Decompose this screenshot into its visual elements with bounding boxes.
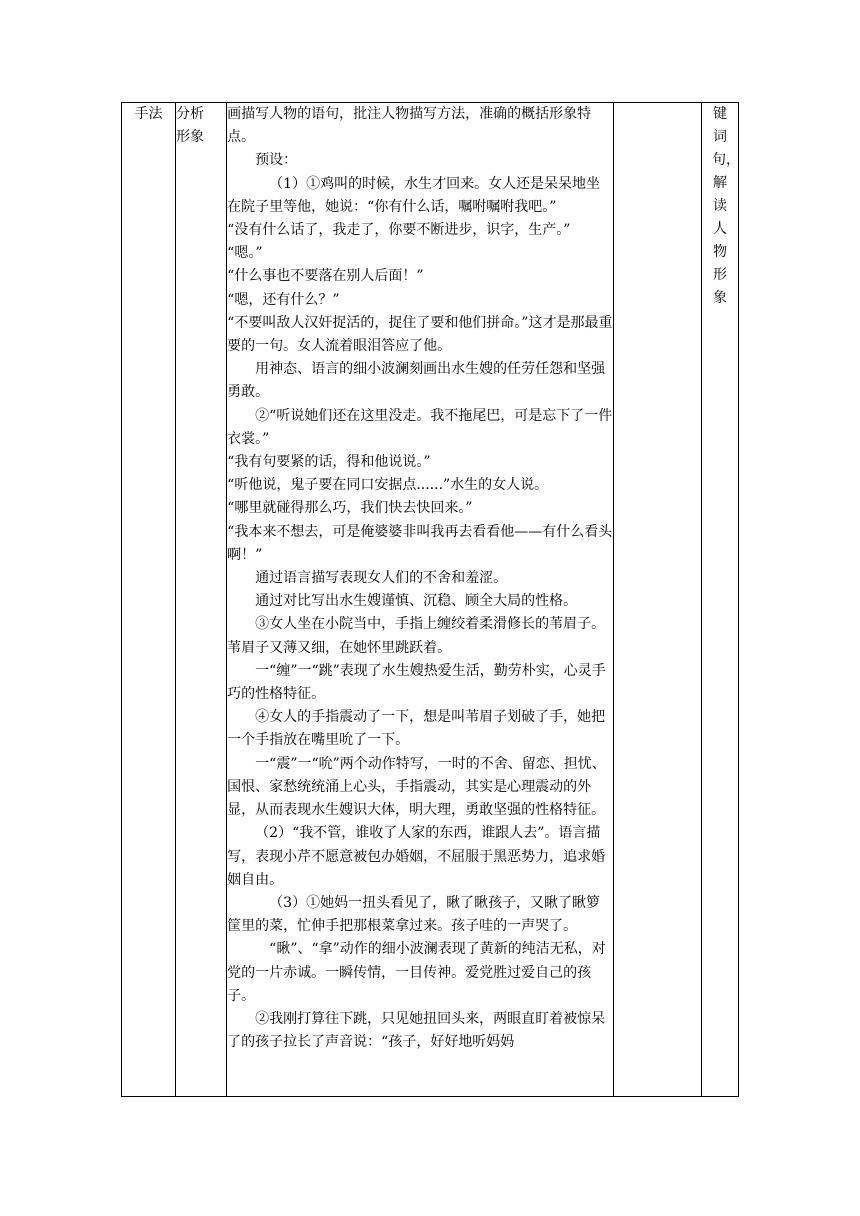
- paragraph: 通过语言描写表现女人们的不舍和羞涩。: [255, 570, 508, 587]
- paragraph: 一“缠”一“跳”表现了水生嫂热爱生活，勤劳朴实，心灵手巧的性格特征。: [227, 662, 606, 703]
- paragraph: （1）①鸡叫的时候，水生才回来。女人还是呆呆地坐在院子里等他，她说：“你有什么话，嘱咐嘱咐我吧。”: [227, 175, 601, 215]
- paragraph: “没有什么话了，我走了，你要不断进步，识字，生产。”: [227, 222, 571, 239]
- content-text: [227, 103, 613, 1054]
- paragraph: 一“震”一“吮”两个动作特写，一时的不舍、留恋、担忧、国恨、家愁统统涌上心头，手指震动，其实是心理震动的外显，从而表现水生嫂识大体，明大理，勇敢坚强的性格特征。: [227, 755, 606, 819]
- paragraph: ②“听说她们还在这里没走。我不拖尾巴，可是忘下了一件衣裳。”: [227, 407, 613, 447]
- keyword-label: 键词句，解读人物形象: [711, 106, 740, 306]
- paragraph: ②我刚打算往下跳，只见她扭回头来，两眼直盯着被惊呆了的孩子拉长了声音说：“孩子，好好地听妈妈: [227, 1010, 606, 1051]
- paragraph: （3）①她妈一扭头看见了，瞅了瞅孩子，又瞅了瞅箩筐里的菜，忙伸手把那根菜拿过来。孩子哇的一声哭了。: [227, 894, 601, 935]
- paragraph: “我本来不想去，可是俺婆婆非叫我再去看看他——有什么看头啊！”: [227, 523, 613, 563]
- analysis-label: 分析形象: [176, 106, 205, 145]
- paragraph: “瞅”、“拿”动作的细小波澜表现了黄新的纯洁无私，对党的一片赤诚。一瞬传情，一目传神。爱党胜过爱自己的孩子。: [227, 941, 606, 1004]
- paragraph: “哪里就碰得那么巧，我们快去快回来。”: [227, 500, 473, 517]
- paragraph: “什么事也不要落在别人后面！”: [227, 268, 424, 285]
- table-row: [122, 103, 739, 1097]
- paragraph: 预设：: [255, 152, 298, 169]
- method-cell: [122, 103, 176, 1097]
- paragraph: 用神态、语言的细小波澜刻画出水生嫂的任劳任怨和坚强勇敢。: [227, 361, 606, 401]
- paragraph: “嗯。”: [227, 245, 263, 262]
- method-label: 手法: [134, 106, 163, 122]
- paragraph: ③女人坐在小院当中，手指上缠绞着柔滑修长的苇眉子。苇眉子又薄又细，在她怀里跳跃着。: [227, 616, 606, 656]
- paragraph: “我有句要紧的话，得和他说说。”: [227, 454, 431, 471]
- paragraph: ④女人的手指震动了一下，想是叫苇眉子划破了手，她把一个手指放在嘴里吮了一下。: [227, 709, 606, 749]
- empty-cell: [613, 103, 701, 1097]
- lesson-plan-table: [121, 102, 739, 1097]
- paragraph: “嗯，还有什么？”: [227, 291, 340, 308]
- paragraph: “听他说，鬼子要在同口安据点......”水生的女人说。: [227, 477, 549, 494]
- paragraph: “不要叫敌人汉奸捉活的，捉住了要和他们拼命。”这才是那最重要的一句。女人流着眼泪答应了他。: [227, 314, 613, 355]
- content-cell: [227, 103, 614, 1097]
- analysis-cell: [176, 103, 227, 1097]
- keyword-cell: [701, 103, 738, 1097]
- paragraph: 通过对比写出水生嫂谨慎、沉稳、顾全大局的性格。: [255, 593, 578, 610]
- paragraph: 画描写人物的语句，批注人物描写方法，准确的概括形象特点。: [227, 106, 592, 146]
- paragraph: （2）“我不管，谁收了人家的东西，谁跟人去”。语言描写，表现小芹不愿意被包办婚姻，不屈服于黑恶势力，追求婚姻自由。: [227, 825, 606, 888]
